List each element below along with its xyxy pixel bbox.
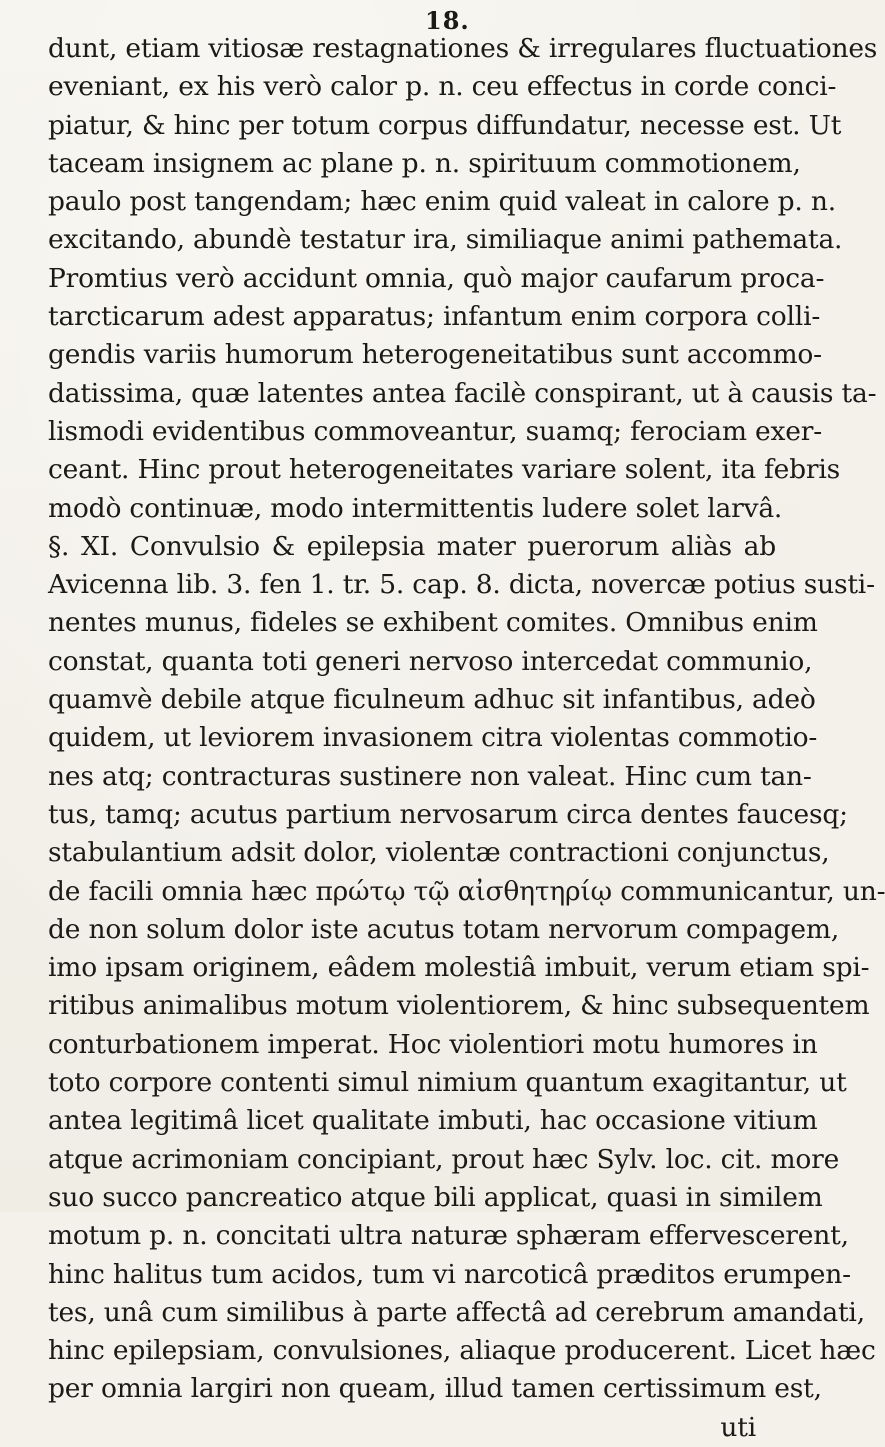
text-line: Promtius verò accidunt omnia, quò major caufarum proca-	[48, 262, 825, 294]
text-line: tes, unâ cum similibus à parte affectâ ad cerebrum amandati,	[48, 1296, 865, 1328]
page-number: 18.	[425, 6, 470, 35]
text-line: lismodi evidentibus commoveantur, suamq; ferociam exer-	[48, 415, 822, 447]
text-line: tarcticarum adest apparatus; infantum enim corpora colli-	[48, 301, 821, 333]
text-line: toto corpore contenti simul nimium quantum exagitantur, ut	[48, 1067, 847, 1099]
text-line: paulo post tangendam; hæc enim quid valeat in calore p. n.	[48, 186, 836, 218]
text-line: ritibus animalibus motum violentiorem, & hinc subsequentem	[48, 990, 870, 1022]
text-line: de facili omnia hæc πρώτῳ τῷ αἰσθητηρίῳ communicantur, un-	[48, 875, 885, 907]
text-line: eveniant, ex his verò calor p. n. ceu effectus in corde conci-	[48, 71, 837, 103]
text-line: stabulantium adsit dolor, violentæ contractioni conjunctus,	[48, 837, 830, 869]
text-line: quidem, ut leviorem invasionem citra violentas commotio-	[48, 722, 818, 754]
text-line: Avicenna lib. 3. fen 1. tr. 5. cap. 8. dicta, novercæ potius susti-	[48, 569, 875, 601]
text-line: atque acrimoniam concipiant, prout hæc Sylv. loc. cit. more	[48, 1143, 840, 1175]
text-line: excitando, abundè testatur ira, similiaque animi pathemata.	[48, 224, 843, 256]
catchword: uti	[720, 1411, 756, 1443]
text-line: taceam insignem ac plane p. n. spirituum commotionem,	[48, 147, 801, 179]
text-line: modò continuæ, modo intermittentis ludere solet larvâ.	[48, 492, 783, 524]
text-line: imo ipsam originem, eâdem molestiâ imbuit, verum etiam spi-	[48, 952, 870, 984]
text-line: nentes munus, fideles se exhibent comites. Omnibus enim	[48, 607, 818, 639]
text-line: datissima, quæ latentes antea facilè conspirant, ut à causis ta-	[48, 377, 877, 409]
text-line: antea legitimâ licet qualitate imbuti, hac occasione vitium	[48, 1105, 818, 1137]
text-line: dunt, etiam vitiosæ restagnationes & irregulares fluctuationes	[48, 33, 878, 64]
text-line: quamvè debile atque ficulneum adhuc sit infantibus, adeò	[48, 684, 816, 716]
text-line: suo succo pancreatico atque bili applicat, quasi in similem	[48, 1181, 823, 1213]
text-line: gendis variis humorum heterogeneitatibus sunt accommo-	[48, 339, 822, 371]
body-text	[48, 30, 885, 1447]
text-line: de non solum dolor iste acutus totam nervorum compagem,	[48, 913, 840, 945]
section-line: §. XI. Convulsio & epilepsia mater puerorum aliàs ab	[48, 530, 776, 562]
text-line: per omnia largiri non queam, illud tamen certissimum est,	[48, 1373, 822, 1405]
text-line: nes atq; contracturas sustinere non valeat. Hinc cum tan-	[48, 760, 812, 792]
text-line: conturbationem imperat. Hoc violentiori motu humores in	[48, 1028, 818, 1060]
text-line: motum p. n. concitati ultra naturæ sphæram effervescerent,	[48, 1220, 849, 1252]
text-line: hinc epilepsiam, convulsiones, aliaque producerent. Licet hæc	[48, 1335, 876, 1367]
text-line: constat, quanta toti generi nervoso intercedat communio,	[48, 645, 813, 677]
text-line: tus, tamq; acutus partium nervosarum circa dentes faucesq;	[48, 798, 848, 830]
text-line: piatur, & hinc per totum corpus diffundatur, necesse est. Ut	[48, 109, 842, 141]
text-line: ceant. Hinc prout heterogeneitates variare solent, ita febris	[48, 454, 841, 486]
text-line: hinc halitus tum acidos, tum vi narcoticâ præditos erumpen-	[48, 1258, 851, 1290]
